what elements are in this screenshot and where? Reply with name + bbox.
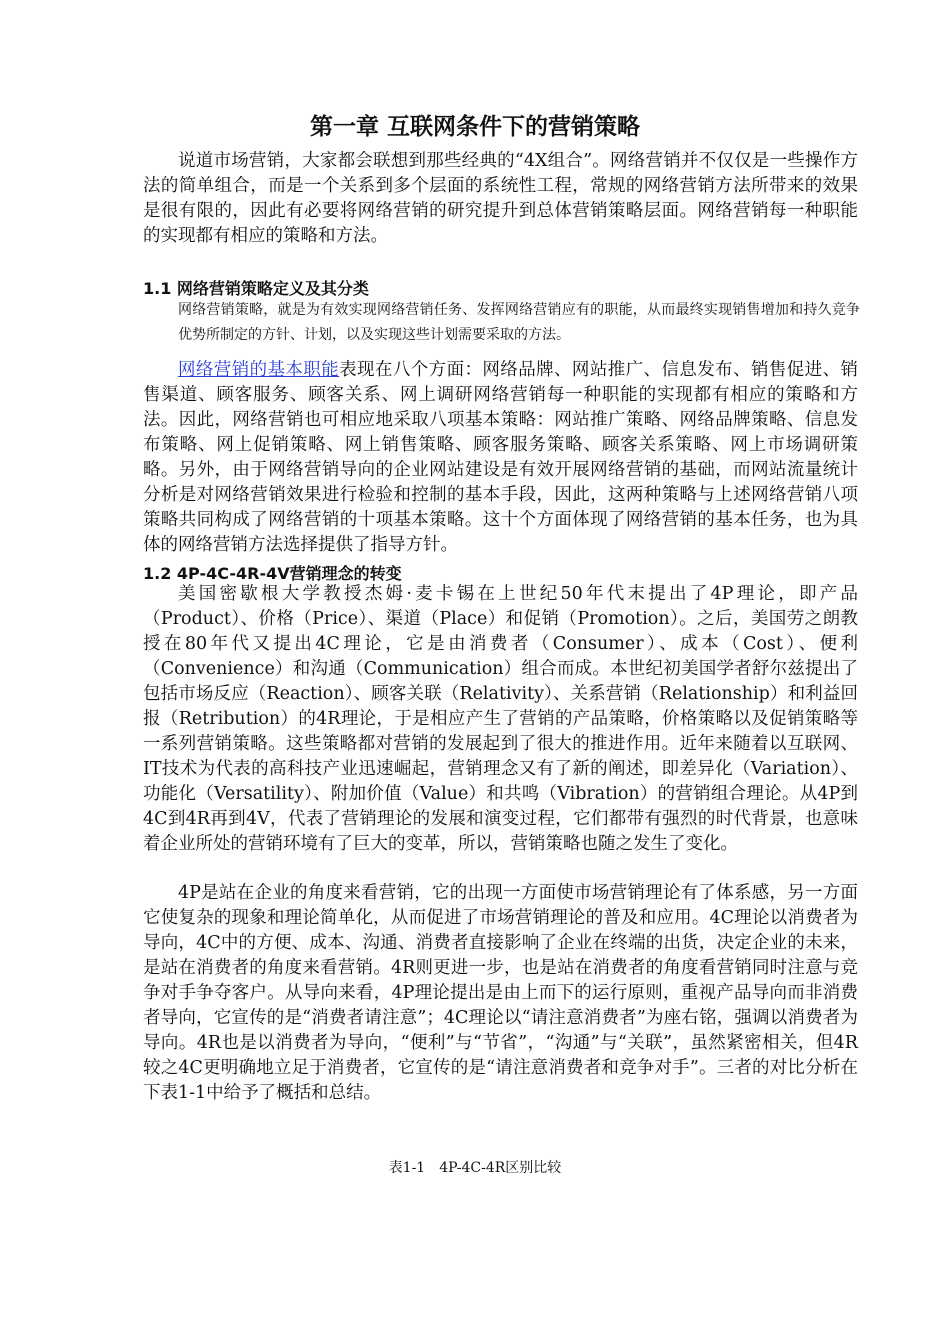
section-heading-1-2: 1.2 4P-4C-4R-4V营销理念的转变 [143, 564, 402, 583]
chapter-title: 第一章 互联网条件下的营销策略 [309, 114, 640, 140]
table-caption: 表1-1 4P-4C-4R区别比较 [388, 1160, 562, 1176]
functions-body: 表现在八个方面：网络品牌、网站推广、信息发布、销售促进、销售渠道、顾客服务、顾客关系、网上调研网络营销每一种职能的实现都有相应的策略和方法。因此，网络营销也可相应地采取八项基本策略：网站推广策略、网络品牌策略、信息发布策略、网上促销策略、网上销售策略、顾客服务策略、顾客关系策略、网上市场调研策略。另外，由于网络营销导向的企业网站建设是有效开展网络营销的基础，而网站流量统计分析是对网络营销效果进行检验和控制的基本手段，因此，这两种策略与上述网络营销八项策略共同构成了网络营销的十项基本策略。这十个方面体现了网络营销的基本任务，也为具体的网络营销方法选择提供了指导方针。 [143, 360, 859, 555]
intro-paragraph: 说道市场营销，大家都会联想到那些经典的“4X组合”。网络营销并不仅仅是一些操作方法的简单组合，而是一个关系到多个层面的系统性工程，常规的网络营销方法所带来的效果是很有限的，因此有必要将网络营销的研究提升到总体营销策略层面。网络营销每一种职能的实现都有相应的策略和方法。 [143, 151, 858, 246]
comparison-paragraph: 4P是站在企业的角度来看营销，它的出现一方面使市场营销理论有了体系感，另一方面它使复杂的现象和理论简单化，从而促进了市场营销理论的普及和应用。4C理论以消费者为导向，4C中的方便、成本、沟通、消费者直接影响了企业在终端的出货，决定企业的未来，是站在消费者的角度来看营销。4R则更进一步，也是站在消费者的角度看营销同时注意与竞争对手争夺客户。从导向来看，4P理论提出是由上而下的运行原则，重视产品导向而非消费者导向，它宣传的是“消费者请注意”；4C理论以“请注意消费者”为座右铭，强调以消费者为导向。4R也是以消费者为导向，“便利”与“节省”，“沟通”与“关联”，虽然紧密相关，但4R较之4C更明确地立足于消费者，它宣传的是“请注意消费者和竞争对手”。三者的对比分析在下表1-1中给予了概括和总结。 [143, 883, 858, 1103]
definition-paragraph: 网络营销策略，就是为有效实现网络营销任务、发挥网络营销应有的职能，从而最终实现销售增加和持久竞争优势所制定的方针、计划，以及实现这些计划需要采取的方法。 [178, 302, 860, 343]
theory-paragraph: 美国密歇根大学教授杰姆·麦卡锡在上世纪50年代末提出了4P理论，即产品（Product）、价格（Price）、渠道（Place）和促销（Promotion）。之后，美国劳之朗教授在80年代又提出4C理论，它是由消费者（Consumer）、成本（Cost）、便利（Convenience）和沟通（Communication）组合而成。本世纪初美国学者舒尔兹提出了包括市场反应（Reaction）、顾客关联（Relativity）、关系营销（Relationship）和利益回报（Retribution）的4R理论，于是相应产生了营销的产品策略，价格策略以及促销策略等一系列营销策略。这些策略都对营销的发展起到了很大的推进作用。近年来随着以互联网、IT技术为代表的高科技产业迅速崛起，营销理念又有了新的阐述，即差异化（Variation）、功能化（Versatility）、附加价值（Value）和共鸣（Vibration）的营销组合理论。从4P到4C到4R再到4V，代表了营销理论的发展和演变过程，它们都带有强烈的时代背景，也意味着企业所处的营销环境有了巨大的变革，所以，营销策略也随之发生了变化。 [143, 584, 858, 854]
section-heading-1-1: 1.1 网络营销策略定义及其分类 [143, 279, 369, 298]
functions-paragraph [143, 358, 858, 558]
basic-functions-link[interactable]: 网络营销的基本职能 [178, 360, 340, 380]
